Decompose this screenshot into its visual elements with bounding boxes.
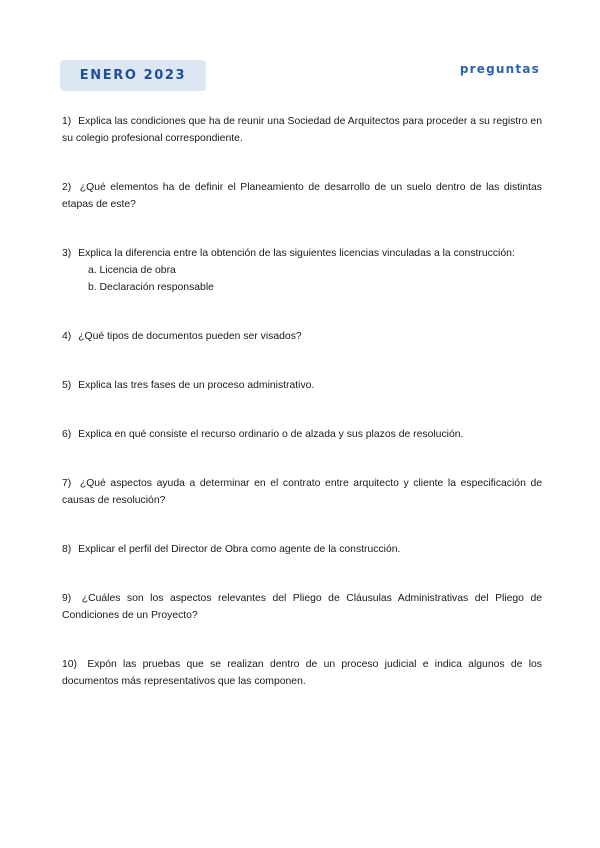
question-3-body bbox=[62, 245, 542, 262]
question-number: 3) bbox=[62, 248, 72, 259]
date-badge bbox=[60, 60, 206, 91]
question-10 bbox=[62, 656, 542, 690]
question-number: 4) bbox=[62, 331, 72, 342]
question-number: 8) bbox=[62, 544, 72, 555]
question-number: 2) bbox=[62, 182, 72, 193]
question-text: Expón las pruebas que se realizan dentro de un proceso judicial e indica algunos de los documentos más representativos que las componen. bbox=[62, 659, 542, 687]
question-1 bbox=[62, 113, 542, 147]
section-label: preguntas bbox=[459, 62, 540, 76]
question-text: ¿Qué elementos ha de definir el Planeamiento de desarrollo de un suelo dentro de las distintas etapas de este? bbox=[62, 182, 542, 210]
question-text: Explica las condiciones que ha de reunir una Sociedad de Arquitectos para proceder a su registro en su colegio profesional correspondiente. bbox=[62, 116, 542, 144]
question-number: 10) bbox=[62, 659, 78, 670]
question-text: Explica en qué consiste el recurso ordinario o de alzada y sus plazos de resolución. bbox=[78, 429, 464, 440]
question-7 bbox=[62, 475, 542, 509]
question-number: 5) bbox=[62, 380, 72, 391]
question-text: ¿Qué tipos de documentos pueden ser visados? bbox=[78, 331, 302, 342]
question-3 bbox=[62, 245, 542, 296]
question-9 bbox=[62, 590, 542, 624]
question-4 bbox=[62, 328, 542, 345]
question-text: ¿Cuáles son los aspectos relevantes del Pliego de Cláusulas Administrativas del Pliego de Condiciones de un Proyecto? bbox=[62, 593, 543, 621]
list-item: b. Declaración responsable bbox=[88, 282, 214, 293]
question-number: 1) bbox=[62, 116, 72, 127]
question-text: Explica la diferencia entre la obtención de las siguientes licencias vinculadas a la construcción: bbox=[78, 248, 515, 259]
question-3-options bbox=[62, 262, 542, 296]
question-text: ¿Qué aspectos ayuda a determinar en el contrato entre arquitecto y cliente la especificación de causas de resolución? bbox=[62, 478, 543, 506]
question-number: 9) bbox=[62, 593, 72, 604]
question-number: 7) bbox=[62, 478, 72, 489]
question-2 bbox=[62, 179, 542, 213]
question-6 bbox=[62, 426, 542, 443]
question-text: Explicar el perfil del Director de Obra como agente de la construcción. bbox=[78, 544, 401, 555]
question-text: Explica las tres fases de un proceso administrativo. bbox=[78, 380, 315, 391]
question-list bbox=[62, 113, 542, 690]
question-5 bbox=[62, 377, 542, 394]
date-badge-text: ENERO 2023 bbox=[79, 68, 187, 83]
question-number: 6) bbox=[62, 429, 72, 440]
question-8 bbox=[62, 541, 542, 558]
list-item: a. Licencia de obra bbox=[88, 265, 176, 276]
